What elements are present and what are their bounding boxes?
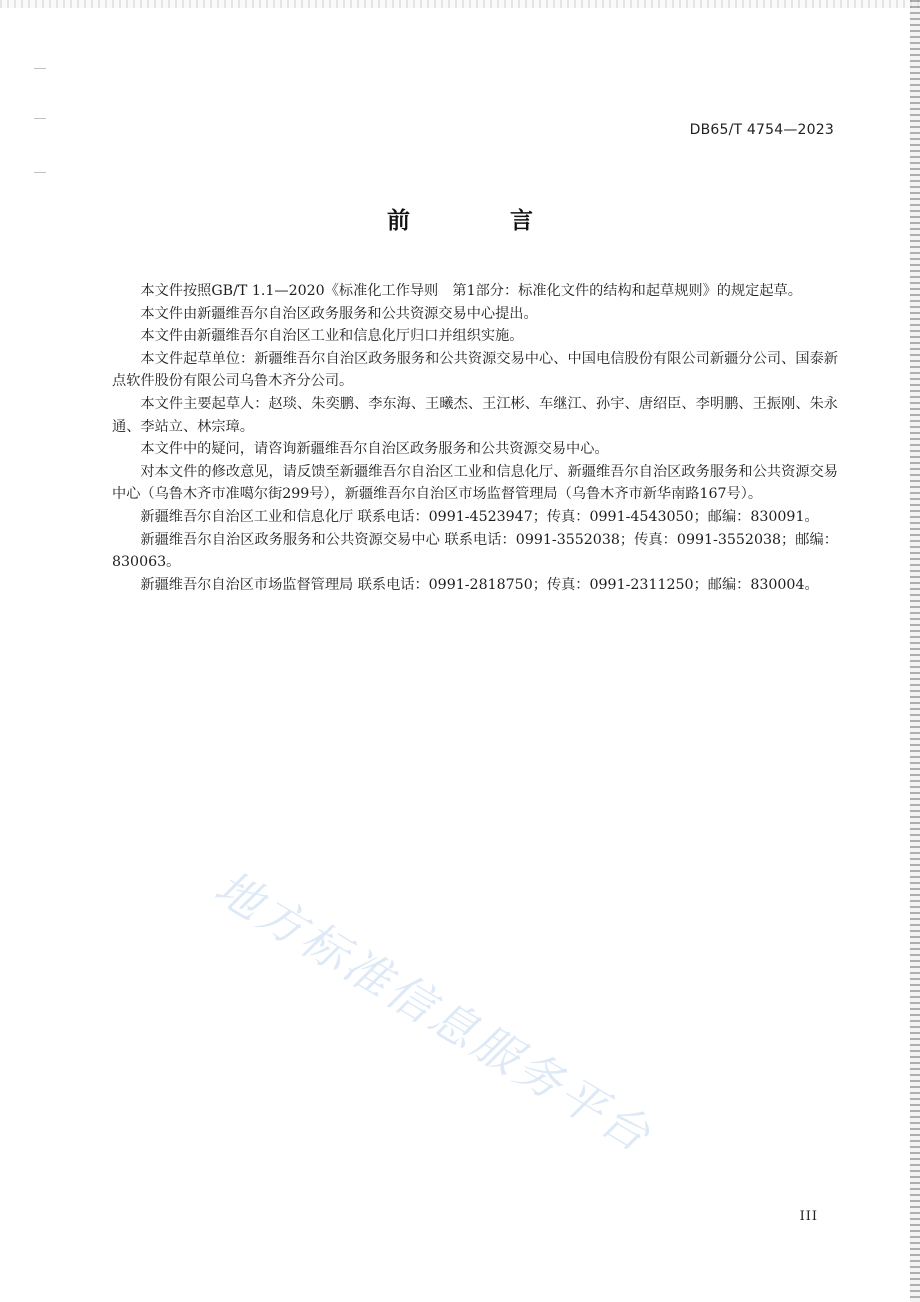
paragraph-feedback: 对本文件的修改意见，请反馈至新疆维吾尔自治区工业和信息化厅、新疆维吾尔自治区政务服务和公共资源交易中心（乌鲁木齐市准噶尔街299号），新疆维吾尔自治区市场监督管理局（乌鲁木齐市新华南路167号）。 <box>112 463 838 503</box>
document-code: DB65/T 4754—2023 <box>689 122 834 138</box>
paragraph-contact-service-center: 新疆维吾尔自治区政务服务和公共资源交易中心 联系电话：0991-3552038；传真：0991-3552038；邮编：830063。 <box>112 531 838 571</box>
scan-margin-mark <box>34 62 46 69</box>
scan-right-edge <box>910 0 920 1302</box>
paragraph-drafting-rules: 本文件按照GB/T 1.1—2020《标准化工作导则 第1部分：标准化文件的结构和起草规则》的规定起草。 <box>140 283 802 299</box>
scan-margin-mark <box>34 112 46 119</box>
paragraph-administrator: 本文件由新疆维吾尔自治区工业和信息化厅归口并组织实施。 <box>140 328 524 345</box>
page-number: III <box>799 1209 818 1224</box>
paragraph-inquiries: 本文件中的疑问，请咨询新疆维吾尔自治区政务服务和公共资源交易中心。 <box>140 441 609 458</box>
scan-margin-mark <box>34 166 46 173</box>
watermark: 地方标准信息服务平台 <box>205 859 662 1164</box>
paragraph-drafters: 本文件主要起草人：赵琰、朱奕鹏、李东海、王曦杰、王江彬、车继江、孙宇、唐绍臣、李明鹏、王振刚、朱永通、李站立、林宗璋。 <box>112 395 838 435</box>
page-title: 前 言 <box>386 208 579 234</box>
foreword-body <box>112 280 838 596</box>
paragraph-contact-industry: 新疆维吾尔自治区工业和信息化厅 联系电话：0991-4523947；传真：0991-4543050；邮编：830091。 <box>140 508 819 525</box>
scan-top-edge <box>0 0 920 8</box>
paragraph-proposer: 本文件由新疆维吾尔自治区政务服务和公共资源交易中心提出。 <box>140 305 538 322</box>
paragraph-drafting-units: 本文件起草单位：新疆维吾尔自治区政务服务和公共资源交易中心、中国电信股份有限公司新疆分公司、国泰新点软件股份有限公司乌鲁木齐分公司。 <box>112 350 838 390</box>
paragraph-contact-market-supervision: 新疆维吾尔自治区市场监督管理局 联系电话：0991-2818750；传真：0991-2311250；邮编：830004。 <box>140 576 819 593</box>
